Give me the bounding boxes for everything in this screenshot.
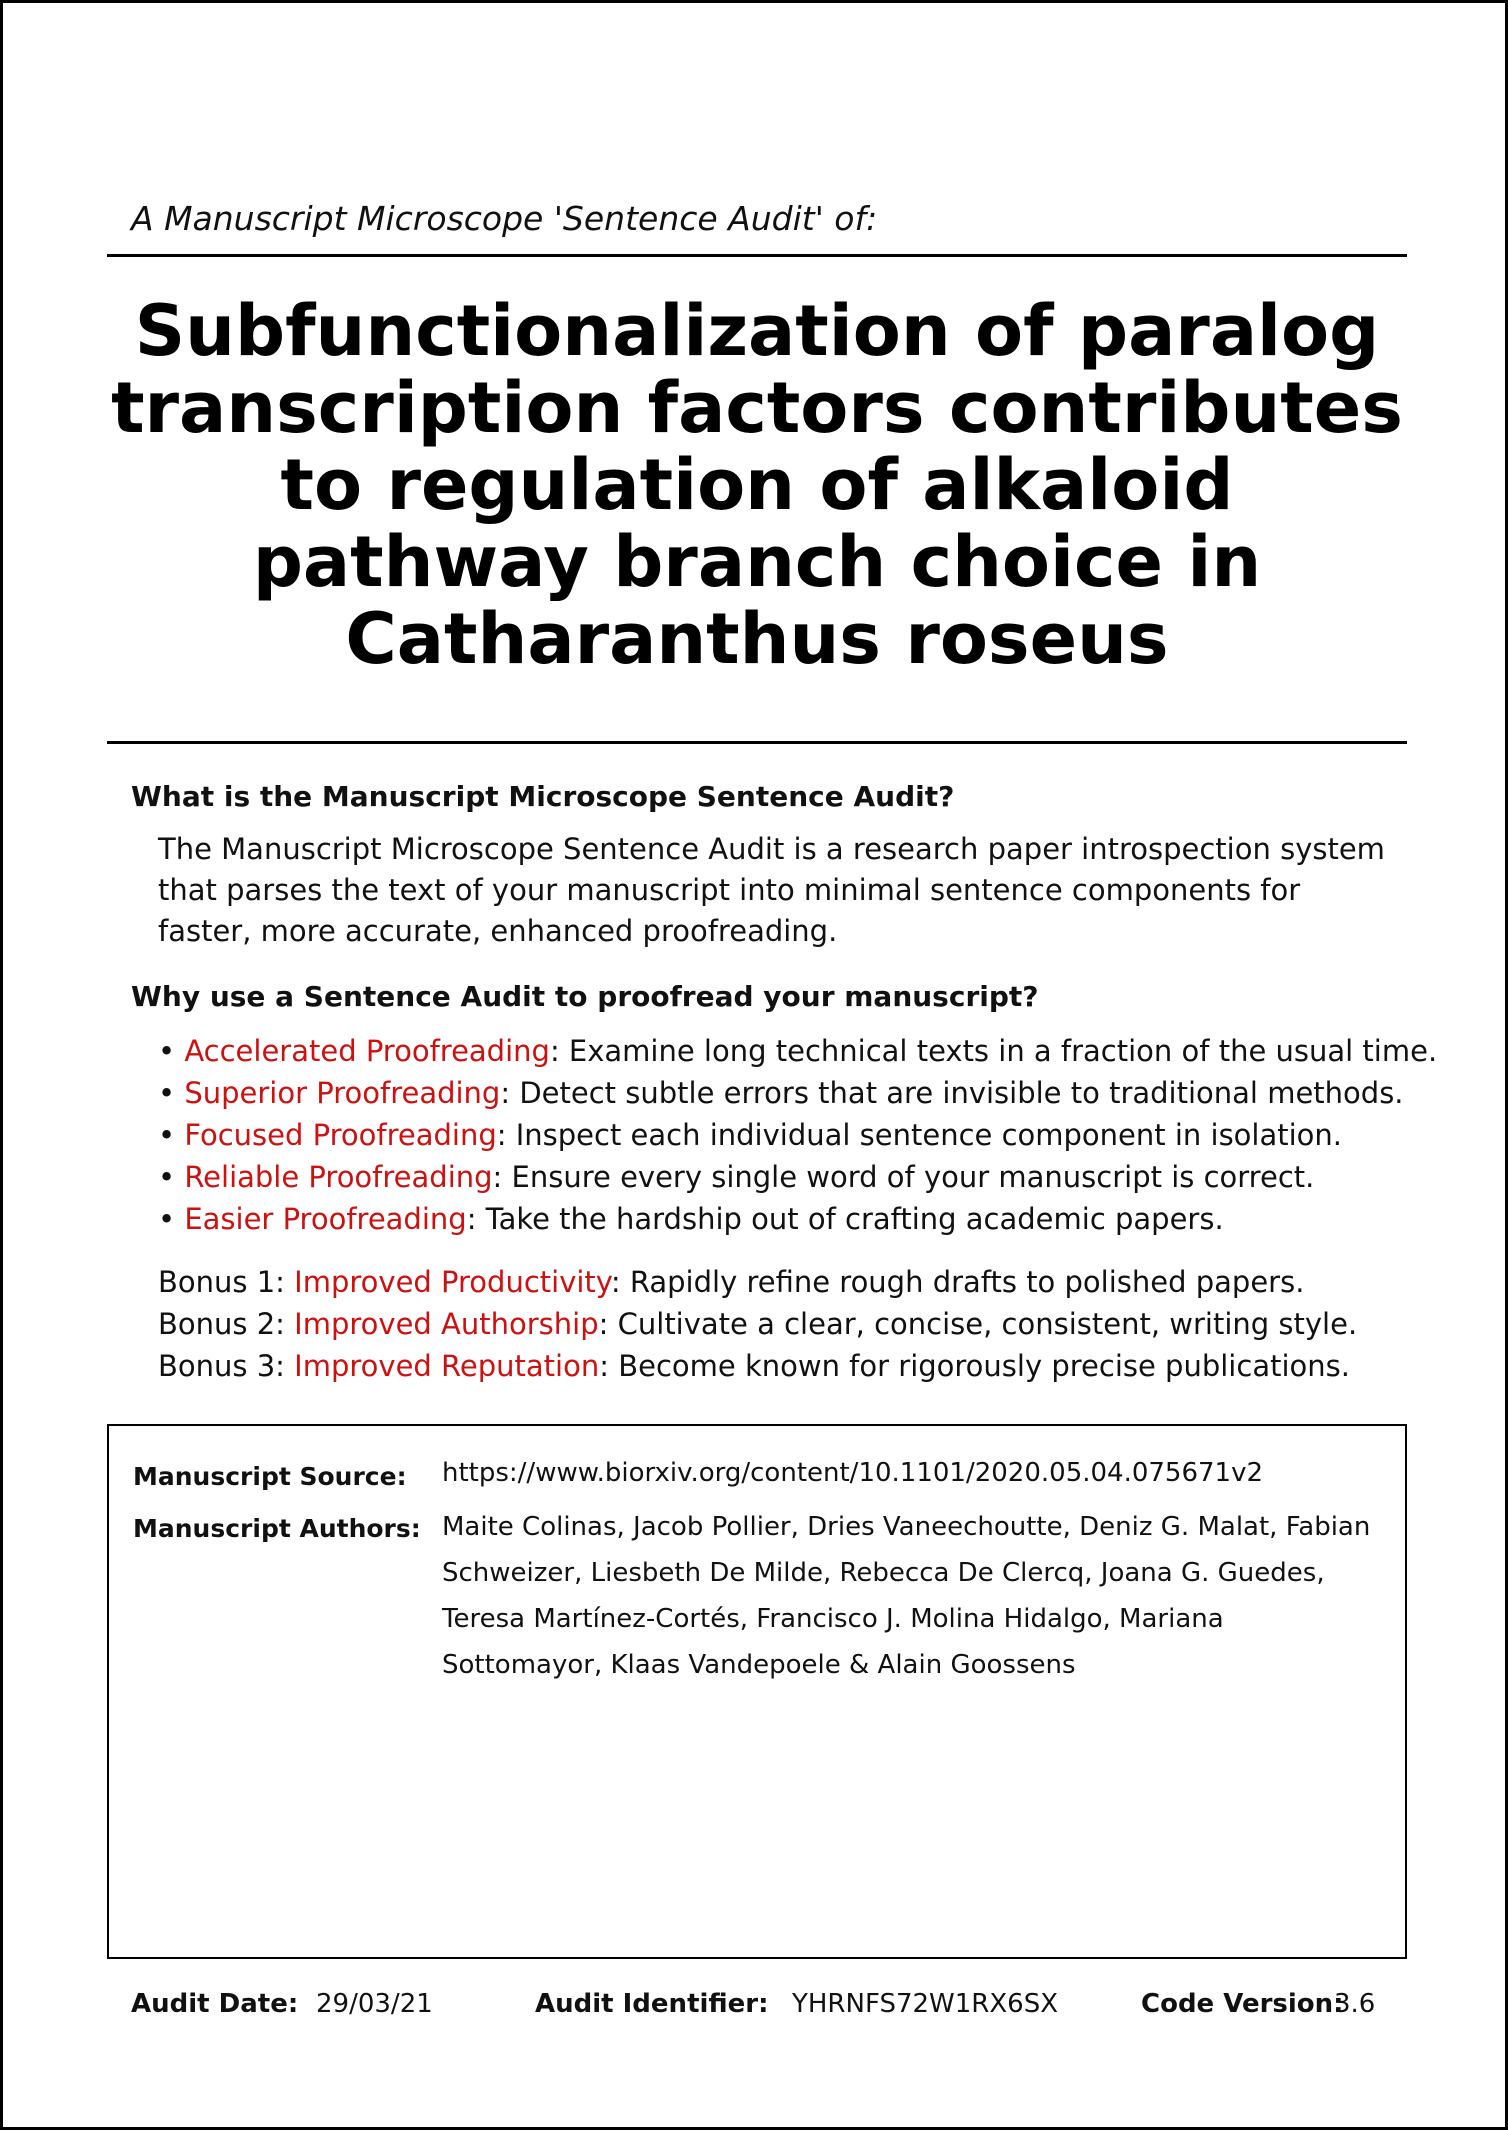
audit-identifier-label: Audit Identifier: [535, 1989, 769, 2019]
benefit-term: Easier Proofreading [184, 1202, 467, 1236]
bonus-term: Improved Authorship [294, 1307, 599, 1341]
source-url: https://www.biorxiv.org/content/10.1101/2020.05.04.075671v2 [442, 1458, 1264, 1488]
benefits-list [158, 1030, 1437, 1240]
audit-identifier: YHRNFS72W1RX6SX [792, 1989, 1059, 2019]
benefit-item [158, 1072, 1437, 1114]
audit-date: 29/03/21 [316, 1989, 433, 2019]
manuscript-title: Subfunctionalization of paralog transcription factors contributes to regulation of alkaloid pathway branch choice in Catharanthus roseus [111, 290, 1403, 680]
benefit-item [158, 1198, 1437, 1240]
title-divider [107, 741, 1407, 744]
benefit-item [158, 1114, 1437, 1156]
benefit-desc: : Inspect each individual sentence component in isolation. [496, 1118, 1343, 1152]
benefit-item [158, 1030, 1437, 1072]
audit-date-label: Audit Date: [131, 1989, 299, 2019]
bullet: • [158, 1118, 185, 1152]
bonus-term: Improved Reputation [294, 1349, 600, 1383]
bullet: • [158, 1076, 185, 1110]
top-divider [107, 254, 1407, 257]
benefit-desc: : Detect subtle errors that are invisible to traditional methods. [500, 1076, 1404, 1110]
bonus-desc: : Become known for rigorously precise publications. [599, 1349, 1350, 1383]
bullet: • [158, 1034, 185, 1068]
benefit-term: Accelerated Proofreading [184, 1034, 550, 1068]
bonus-prefix: Bonus 2: [158, 1307, 295, 1341]
audit-kicker: A Manuscript Microscope 'Sentence Audit' of: [131, 199, 878, 238]
benefit-desc: : Ensure every single word of your manuscript is correct. [492, 1160, 1315, 1194]
benefit-term: Superior Proofreading [184, 1076, 501, 1110]
manuscript-info-box [107, 1424, 1407, 1959]
authors-label: Manuscript Authors: [133, 1514, 421, 1543]
bullet: • [158, 1202, 185, 1236]
about-paragraph: The Manuscript Microscope Sentence Audit is a research paper introspection system that parses the text of your manuscript into minimal sentence components for faster, more accurate, enhanced proofreading. [158, 832, 1385, 948]
bonus-desc: : Cultivate a clear, concise, consistent, writing style. [598, 1307, 1358, 1341]
authors-list: Maite Colinas, Jacob Pollier, Dries Vaneechoutte, Deniz G. Malat, Fabian Schweizer, Liesbeth De Milde, Rebecca De Clercq, Joana G. Guedes, Teresa Martínez-Cortés, Francisco J. Molina Hidalgo, Mariana Sottomayor, Klaas Vandepoele & Alain Goossens [442, 1512, 1371, 1680]
bonus-list [158, 1261, 1357, 1387]
bonus-prefix: Bonus 3: [158, 1349, 295, 1383]
bonus-desc: : Rapidly refine rough drafts to polished papers. [610, 1265, 1305, 1299]
code-version-label: Code Version: [1141, 1989, 1344, 2019]
bonus-item [158, 1261, 1357, 1303]
benefit-desc: : Examine long technical texts in a fraction of the usual time. [549, 1034, 1438, 1068]
bonus-prefix: Bonus 1: [158, 1265, 295, 1299]
about-heading: What is the Manuscript Microscope Sentence Audit? [131, 780, 955, 813]
bonus-term: Improved Productivity [294, 1265, 611, 1299]
benefit-term: Reliable Proofreading [184, 1160, 493, 1194]
benefit-item [158, 1156, 1437, 1198]
benefit-desc: : Take the hardship out of crafting academic papers. [466, 1202, 1224, 1236]
code-version: 3.6 [1334, 1989, 1376, 2019]
bullet: • [158, 1160, 185, 1194]
bonus-item [158, 1345, 1357, 1387]
benefit-term: Focused Proofreading [184, 1118, 497, 1152]
bonus-item [158, 1303, 1357, 1345]
source-label: Manuscript Source: [133, 1462, 407, 1491]
why-heading: Why use a Sentence Audit to proofread your manuscript? [131, 980, 1039, 1013]
